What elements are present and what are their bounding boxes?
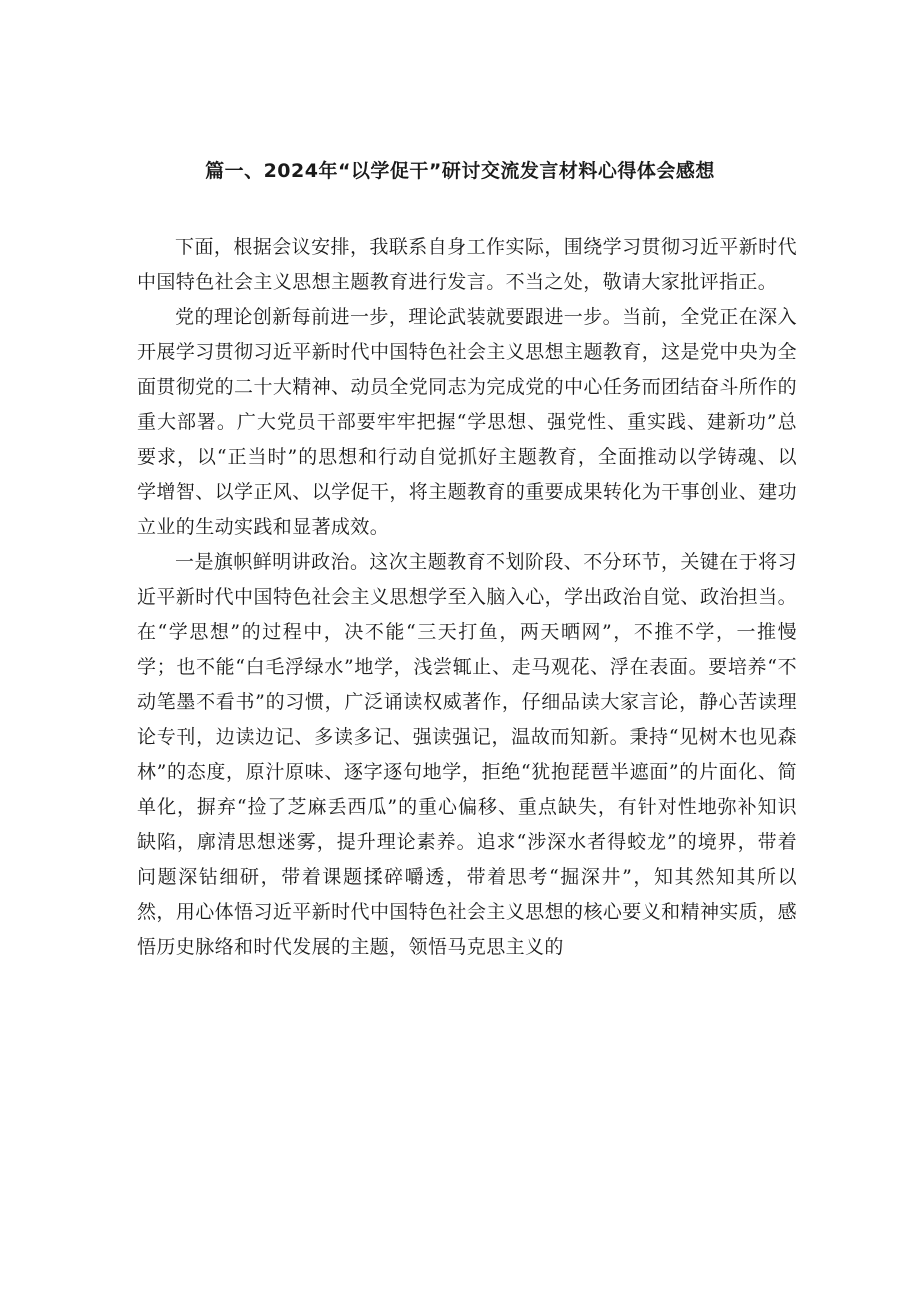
paragraph-intro: 下面，根据会议安排，我联系自身工作实际，围绕学习贯彻习近平新时代中国特色社会主义思想主题教育进行发言。不当之处，敬请大家批评指正。 bbox=[137, 236, 797, 293]
paragraph-theory: 党的理论创新每前进一步，理论武装就要跟进一步。当前，全党正在深入开展学习贯彻习近平新时代中国特色社会主义思想主题教育，这是党中央为全面贯彻党的二十大精神、动员全党同志为完成党的中心任务而团结奋斗所作的重大部署。广大党员干部要牢牢把握“学思想、强党性、重实践、建新功”总要求，以“正当时”的思想和行动自觉抓好主题教育，全面推动以学铸魂、以学增智、以学正风、以学促干，将主题教育的重要成果转化为干事创业、建功立业的生动实践和显著成效。 bbox=[137, 306, 797, 538]
document-title: 篇一、2024年“以学促干”研讨交流发言材料心得体会感想 bbox=[205, 160, 715, 182]
paragraph-politics: 一是旗帜鲜明讲政治。这次主题教育不划阶段、不分环节，关键在于将习近平新时代中国特色社会主义思想学至入脑入心，学出政治自觉、政治担当。在“学思想”的过程中，决不能“三天打鱼，两天晒网”，不推不学，一推慢学；也不能“白毛浮绿水”地学，浅尝辄止、走马观花、浮在表面。要培养“不动笔墨不看书”的习惯，广泛诵读权威著作，仔细品读大家言论，静心苦读理论专刊，边读边记、多读多记、强读强记，温故而知新。秉持“见树木也见森林”的态度，原汁原味、逐字逐句地学，拒绝“犹抱琵琶半遮面”的片面化、简单化，摒弃“捡了芝麻丢西瓜”的重心偏移、重点缺失，有针对性地弥补知识缺陷，廓清思想迷雾，提升理论素养。追求“涉深水者得蛟龙”的境界，带着问题深钻细研，带着课题揉碎嚼透，带着思考“掘深井”，知其然知其所以然，用心体悟习近平新时代中国特色社会主义思想的核心要义和精神实质，感悟历史脉络和时代发展的主题，领悟马克思主义的 bbox=[137, 551, 797, 958]
document-body bbox=[137, 230, 797, 965]
